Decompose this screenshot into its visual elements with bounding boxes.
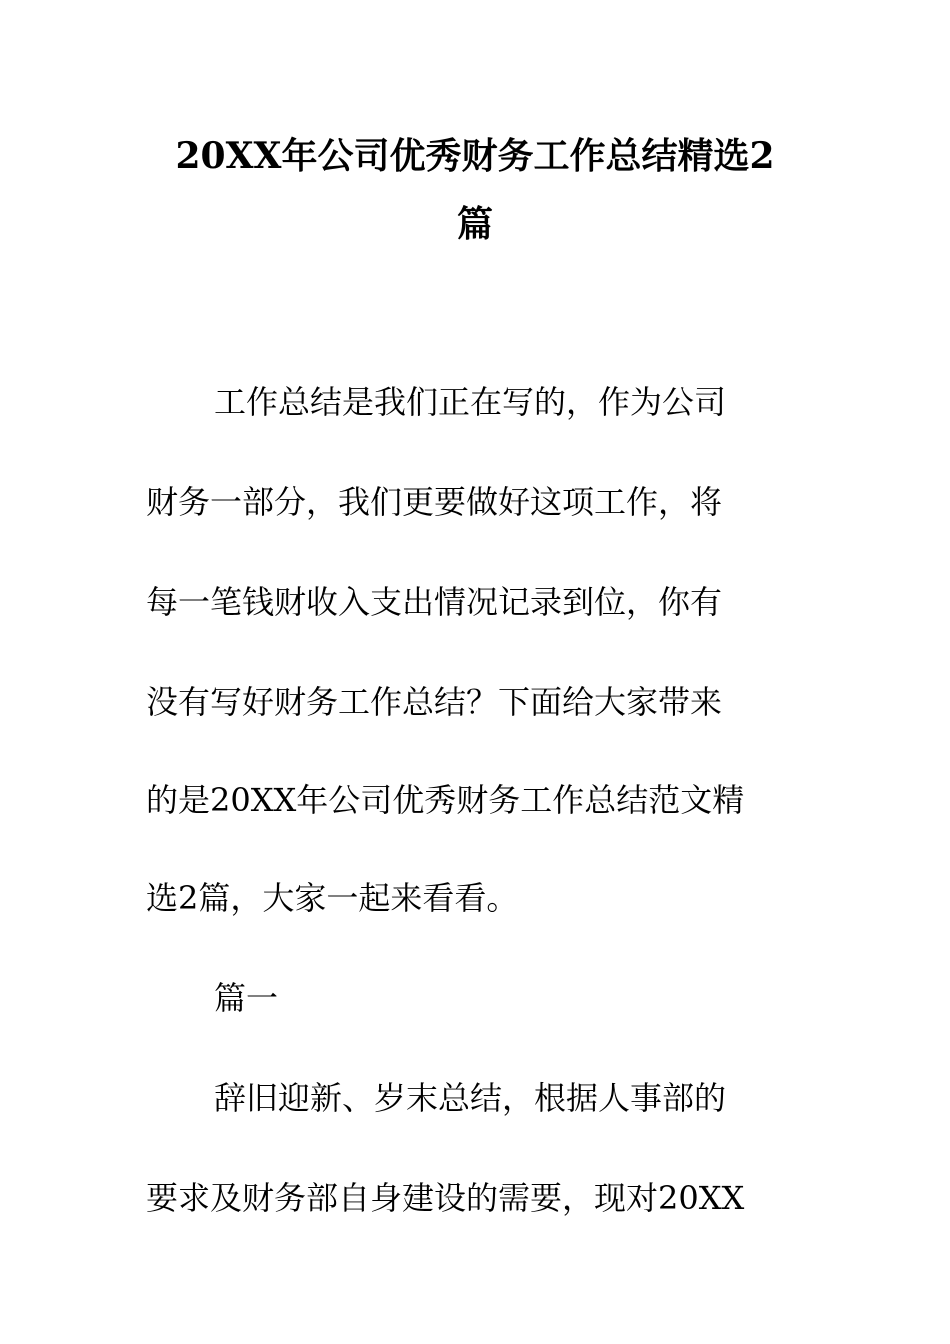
document-title-line-1: 20XX年公司优秀财务工作总结精选2	[175, 135, 775, 177]
intro-line-1: 工作总结是我们正在写的，作为公司	[214, 383, 727, 421]
document-title	[140, 122, 810, 258]
section-line-2: 要求及财务部自身建设的需要，现对20XX	[146, 1179, 745, 1217]
document-title-line-2: 篇	[456, 203, 493, 245]
intro-line-2: 财务一部分，我们更要做好这项工作，将	[146, 483, 723, 521]
section-heading: 篇一	[214, 979, 279, 1017]
intro-line-4: 没有写好财务工作总结？下面给大家带来	[146, 683, 723, 721]
intro-line-5: 的是20XX年公司优秀财务工作总结范文精	[146, 781, 745, 819]
intro-line-3: 每一笔钱财收入支出情况记录到位，你有	[146, 583, 723, 621]
intro-line-6: 选2篇，大家一起来看看。	[146, 879, 519, 917]
section-line-1: 辞旧迎新、岁末总结，根据人事部的	[214, 1079, 727, 1117]
